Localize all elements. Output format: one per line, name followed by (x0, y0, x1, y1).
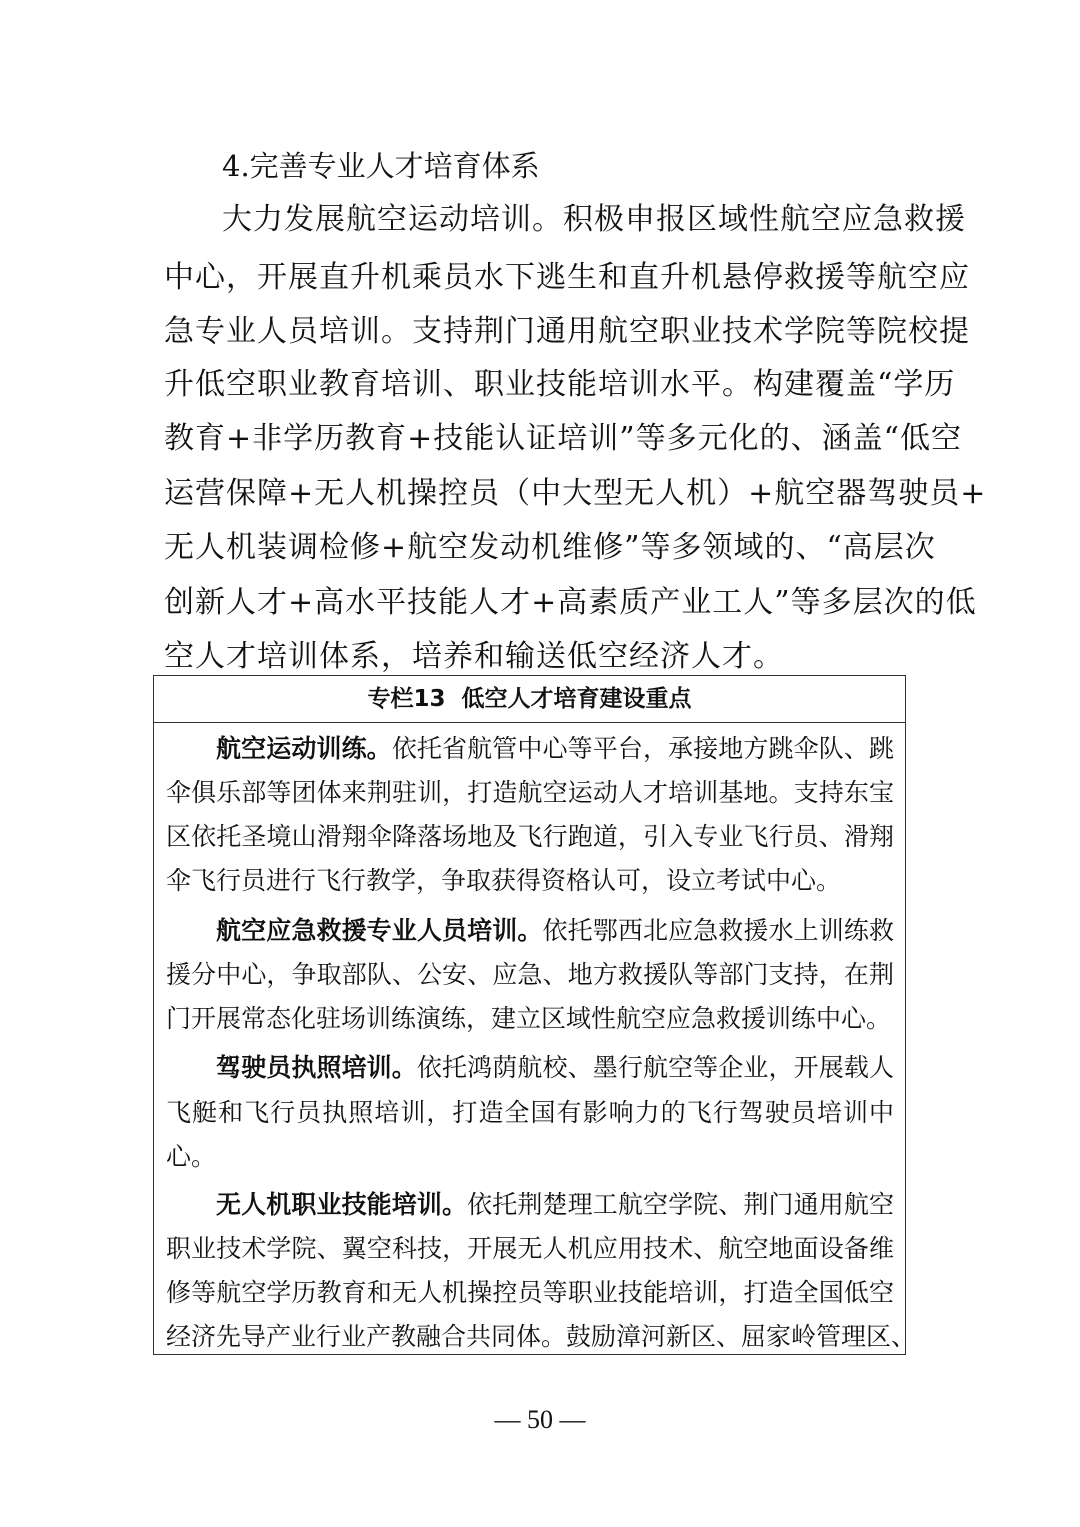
feature-box-title: 专栏13 低空人才培育建设重点 (154, 676, 905, 723)
body-line: 教育+非学历教育+技能认证培训”等多元化的、涵盖“低空 (164, 421, 962, 456)
box-line: 修等航空学历教育和无人机操控员等职业技能培训，打造全国低空 (166, 1278, 894, 1307)
body-line: 大力发展航空运动培训。积极申报区域性航空应急救援 (222, 202, 966, 237)
box-section-title: 驾驶员执照培训。 (216, 1053, 417, 1082)
box-section-text: 依托鄂西北应急救援水上训练救 (542, 916, 894, 945)
box-section-first-line (216, 1046, 894, 1090)
box-section-title: 无人机职业技能培训。 (216, 1190, 468, 1219)
box-line: 飞艇和飞行员执照培训，打造全国有影响力的飞行驾驶员培训中 (166, 1098, 894, 1127)
box-line: 援分中心，争取部队、公安、应急、地方救援队等部门支持，在荆 (166, 960, 894, 989)
box-line: 职业技术学院、翼空科技，开展无人机应用技术、航空地面设备维 (166, 1234, 894, 1263)
body-line: 无人机装调检修+航空发动机维修”等多领域的、“高层次 (164, 530, 936, 565)
box-section-title: 航空运动训练。 (216, 734, 392, 763)
box-line: 门开展常态化驻场训练演练，建立区域性航空应急救援训练中心。 (166, 1004, 892, 1033)
box-section-text: 依托省航管中心等平台，承接地方跳伞队、跳 (391, 734, 894, 763)
body-line: 急专业人员培训。支持荆门通用航空职业技术学院等院校提 (164, 314, 970, 349)
box-section-text: 依托鸿荫航校、墨行航空等企业，开展载人 (416, 1053, 894, 1082)
section-heading: 4.完善专业人才培育体系 (222, 149, 540, 183)
box-line: 心。 (166, 1142, 217, 1171)
box-section-first-line (216, 1183, 894, 1227)
box-section-title: 航空应急救援专业人员培训。 (216, 916, 543, 945)
box-section-first-line (216, 727, 894, 771)
body-line: 创新人才+高水平技能人才+高素质产业工人”等多层次的低 (164, 585, 977, 620)
box-section-first-line (216, 909, 894, 953)
box-line: 经济先导产业行业产教融合共同体。鼓励漳河新区、屈家岭管理区、 (166, 1322, 917, 1351)
box-section-text: 依托荆楚理工航空学院、荆门通用航空 (467, 1190, 894, 1219)
body-line: 运营保障+无人机操控员（中大型无人机）+航空器驾驶员+ (164, 476, 987, 511)
box-line: 伞飞行员进行飞行教学，争取获得资格认可，设立考试中心。 (166, 866, 842, 895)
body-line: 空人才培训体系，培养和输送低空经济人才。 (164, 639, 784, 674)
body-line: 中心，开展直升机乘员水下逃生和直升机悬停救援等航空应 (164, 260, 970, 295)
box-line: 区依托圣境山滑翔伞降落场地及飞行跑道，引入专业飞行员、滑翔 (166, 822, 894, 851)
page-number: — 50 — (494, 1405, 586, 1434)
body-line: 升低空职业教育培训、职业技能培训水平。构建覆盖“学历 (164, 367, 956, 402)
box-line: 伞俱乐部等团体来荆驻训，打造航空运动人才培训基地。支持东宝 (166, 778, 894, 807)
